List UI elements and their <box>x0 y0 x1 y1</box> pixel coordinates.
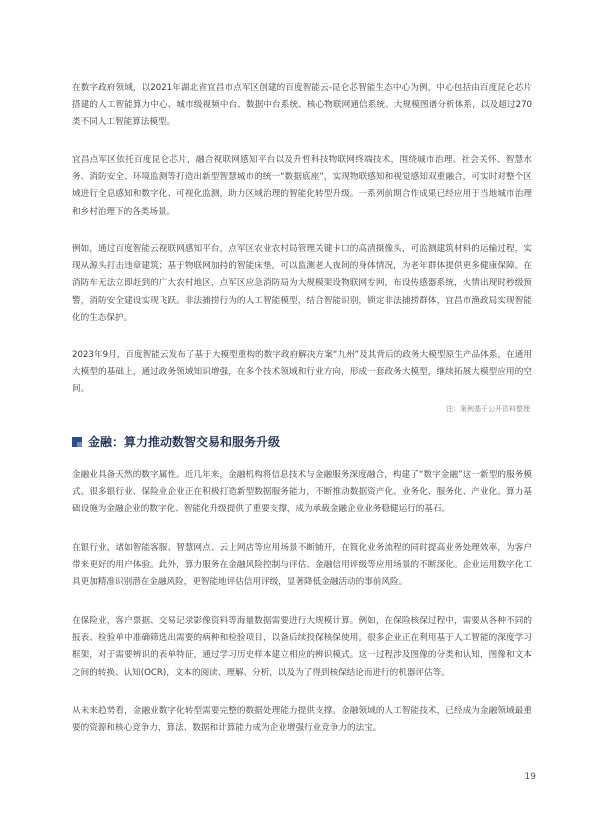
section-title: 金融：算力推动数智交易和服务升级 <box>88 435 281 449</box>
paragraph-finance-trend: 从未来趋势看，金融业数字化转型需要完整的数据处理能力提供支撑。金融领域的人工智能技术，已经成为金融领域最重要的资源和核心竞争力，算法、数据和计算能力成为企业增强行业竞争力的法宝。 <box>72 706 532 734</box>
paragraph-gov-jiuzhou: 2023年9月，百度智能云发布了基于大模型重构的数字政府解决方案“九州”及其背后的政务大模型原生产品体系，在通用大模型的基础上，通过政务领域知识增强，在多个技术领域和行业方向，形成一套政务大模型，继续拓展大模型应用的空间。 <box>72 350 532 395</box>
source-note: 注：案例基于公开资料整理 <box>446 405 530 413</box>
paragraph-gov-smart-city: 宜昌点军区依托百度昆仑芯片，融合视联网感知平台以及升哲科技物联网终端技术，围绕城市治理、社会关怀、智慧水务、消防安全、环境监测等打造出新型智慧城市的统一“数据底座”，实现物联感知和视觉感知双重融合，可实时对整个区域进行全息感知和数字化、可视化监测，助力区域治理的智能化转型升级。一系列前期合作成果已经应用于当地城市治理和乡村治理下的各类场景。 <box>72 155 532 217</box>
paragraph-finance-banking: 在银行业，诸如智能客服、智慧网点、云上网店等应用场景不断铺开，在简化业务流程的同时提高业务处理效率，为客户带来更好的用户体验。此外，算力服务在金融风险控制与评估、金融信用评级等应用场景的不断深化。企业运用数字化工具更加精准识别潜在金融风险，更智能地评估信用评级，显著降低金融活动的事前风险。 <box>72 543 532 588</box>
paragraph-gov-examples: 例如，通过百度智能云视联网感知平台，点军区农业农村局管理关键卡口的高清摄像头，可监测建筑材料的运输过程，实现从源头打击违章建筑；基于物联网加持的智能床垫，可以监测老人夜间的身体情况，为老年群体提供更多健康保障。在消防车无法立即赶到的广大农村地区，点军区应急消防局为大规模架设物联网专网，布设传感器系统，火情出现时秒级预警，消防安全建设实现飞跃。非法捕捞行为的人工智能模型，结合智能识别，锁定非法捕捞群体，宜昌市渔政局实现智能化的生态保护。 <box>72 244 532 323</box>
page-number: 19 <box>524 772 536 782</box>
paragraph-gov-intro: 在数字政府领域，以2021年湖北省宜昌市点军区创建的百度智能云-昆仑芯智能生态中心为例，中心包括由百度昆仑芯片搭建的人工智能算力中心、城市级视频中台、数据中台系统、核心物联网通信系统、大规模图谱分析体系，以及超过270类不同人工智能算法模型。 <box>72 83 532 128</box>
section-header <box>72 433 280 450</box>
paragraph-finance-insurance: 在保险业，客户票据、交易记录影像资料等海量数据需要进行大规模计算。例如，在保险核保过程中，需要从各种不同的报表、检验单中准确筛选出需要的病种和检验项目，以备后续投保核保使用。很多企业正在利用基于人工智能的深度学习框架，对于需要辨识的表单特征，通过学习历史样本建立相应的辨识模式。这一过程涉及图像的分类和认知，图像和文本之间的转换、认知(OCR)，文本的阅读、理解、分析，以及为了得到核保结论而进行的机器评估等。 <box>72 616 532 678</box>
paragraph-finance-intro: 金融业具备天然的数字属性。近几年来，金融机构将信息技术与金融服务深度融合，构建了“数字金融”这一新型的服务模式。很多银行业、保险业企业正在积极打造新型数据服务能力，不断推动数据资产化、业务化、服务化、产业化。算力基础设施为金融企业的数字化、智能化升级提供了重要支撑，成为承载金融企业业务稳健运行的基石。 <box>72 470 532 515</box>
square-bullet-icon <box>72 437 82 447</box>
